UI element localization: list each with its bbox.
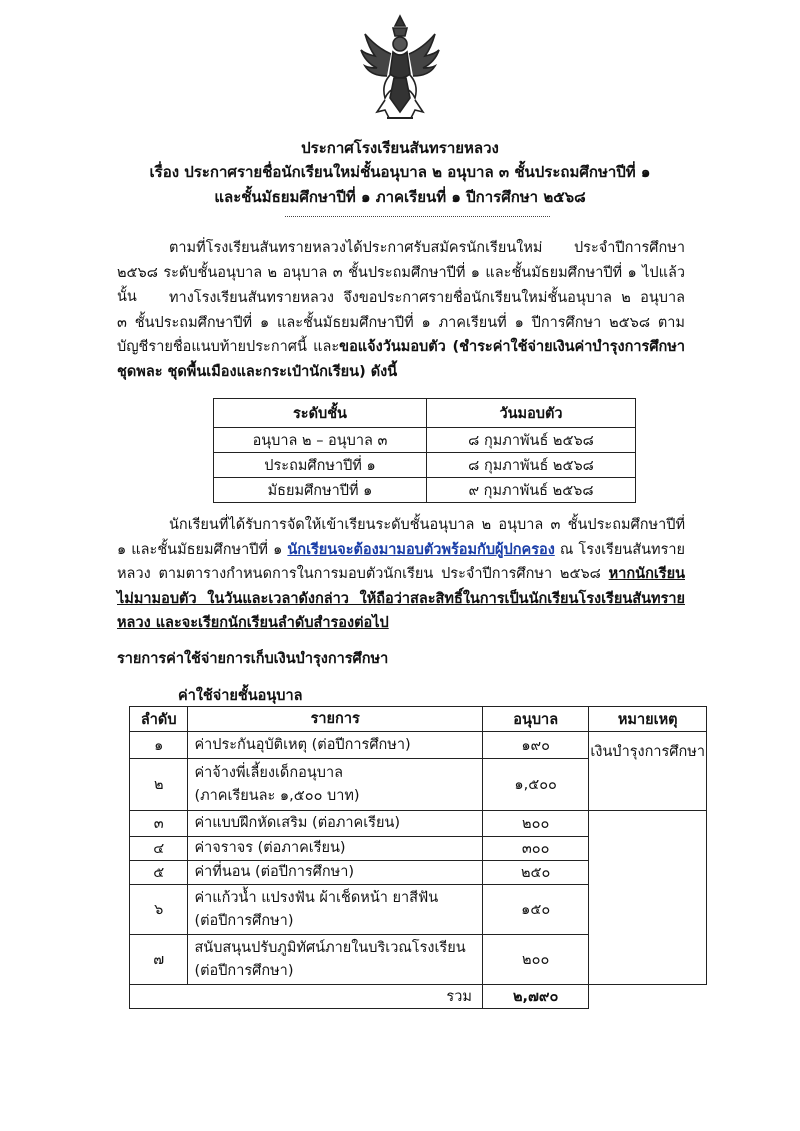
col-header-amount: อนุบาล [482,707,588,732]
row-item [188,885,482,935]
level-cell: มัธยมศึกษาปีที่ ๑ [214,478,427,503]
announcement-subject-line2: และชั้นมัธยมศึกษาปีที่ ๑ ภาคเรียนที่ ๑ ปีการศึกษา ๒๕๖๘ [214,188,586,206]
date-cell: ๘ กุมภาพันธ์ ๒๕๖๘ [427,453,636,478]
level-cell: ประถมศึกษาปีที่ ๑ [214,453,427,478]
row-amount: ๒๐๐ [482,935,588,985]
parent-required-notice: นักเรียนจะต้องมามอบตัวพร้อมกับผู้ปกครอง [287,541,555,558]
row-amount: ๑๕๐ [482,885,588,935]
row-number: ๕ [130,861,188,885]
row-number: ๖ [130,885,188,935]
announcement-subject: เรื่อง ประกาศรายชื่อนักเรียนใหม่ชั้นอนุบาล ๒ อนุบาล ๓ ชั้นประถมศึกษาปีที่ ๑ [149,163,651,181]
paragraph-2-text: ทางโรงเรียนสันทรายหลวง จึงขอประกาศรายชื่อนักเรียนใหม่ชั้นอนุบาล ๒ อนุบาล ๓ ชั้นประถมศึกษาปีที่ ๑ และชั้นมัธยมศึกษาปีที่ ๑ ภาคเรียนที่ ๑ ปีการศึกษา ๒๕๖๘ ตามบัญชีรายชื่อแนบท้ายประกาศนี้ และ [117,290,685,355]
level-cell: อนุบาล ๒ – อนุบาล ๓ [214,428,427,453]
row-item-line2: (ภาคเรียนละ ๑,๕๐๐ บาท) [194,787,360,804]
row-item [188,935,482,985]
paragraph-3 [117,513,685,636]
row-item: ค่าประกันอุบัติเหตุ (ต่อปีการศึกษา) [188,732,482,759]
table-row [130,811,707,837]
fee-note-cell: เงินบำรุงการศึกษา [589,732,707,811]
row-item-line1: ค่าจ้างพี่เลี้ยงเด็กอนุบาล [194,764,343,781]
table-header-row [214,399,636,428]
table-row [214,478,636,503]
fee-section-title: รายการค่าใช้จ่ายการเก็บเงินบำรุงการศึกษา [117,651,389,667]
total-amount: ๒,๗๙๐ [482,985,588,1009]
row-item: ค่าที่นอน (ต่อปีการศึกษา) [188,861,482,885]
row-item-line1: สนับสนุนปรับภูมิทัศน์ภายในบริเวณโรงเรียน [194,939,466,956]
table-header-row [130,707,707,732]
paragraph-3-text: นักเรียนที่ได้รับการจัดให้เข้าเรียนระดับชั้นอนุบาล ๒ อนุบาล ๓ ชั้นประถมศึกษาปีที่ ๑ และชั้นมัธยมศึกษาปีที่ ๑ [117,517,685,558]
table-row [214,428,636,453]
date-cell: ๙ กุมภาพันธ์ ๒๕๖๘ [427,478,636,503]
total-label: รวม [130,985,483,1009]
garuda-emblem-icon [357,12,443,126]
announcement-title: ประกาศโรงเรียนสันทรายหลวง [301,139,499,157]
row-item: ค่าจราจร (ต่อภาคเรียน) [188,837,482,861]
kindergarten-fee-title: ค่าใช้จ่ายชั้นอนุบาล [178,688,303,704]
row-number: ๒ [130,759,188,811]
col-header-level: ระดับชั้น [214,399,427,428]
row-item-line1: ค่าแก้วน้ำ แปรงฟัน ผ้าเช็ดหน้า ยาสีฟัน [194,889,439,906]
paragraph-2 [117,286,685,384]
col-header-date: วันมอบตัว [427,399,636,428]
row-number: ๑ [130,732,188,759]
total-empty-cell [589,985,707,1009]
row-amount: ๓๐๐ [482,837,588,861]
row-amount: ๒๐๐ [482,811,588,837]
paragraph-2-bold: ขอแจ้งวันมอบตัว (ชำระค่าใช้จ่ายเงินค่าบำรุงการศึกษา ชุดพละ ชุดพื้นเมืองและกระเป๋านักเรียน) ดังนี้ [117,339,686,380]
row-item-line2: (ต่อปีการศึกษา) [194,962,294,979]
paragraph-1: ตามที่โรงเรียนสันทรายหลวงได้ประกาศรับสมัครนักเรียนใหม่ ประจำปีการศึกษา ๒๕๖๘ ระดับชั้นอนุบาล ๒ อนุบาล ๓ ชั้นประถมศึกษาปีที่ ๑ และชั้นมัธยมศึกษาปีที่ ๑ ไปแล้วนั้น [117,240,685,305]
table-row [130,732,707,759]
date-cell: ๘ กุมภาพันธ์ ๒๕๖๘ [427,428,636,453]
table-row [214,453,636,478]
kindergarten-fee-table [129,706,707,1009]
row-amount: ๑๙๐ [482,732,588,759]
row-number: ๓ [130,811,188,837]
row-item [188,759,482,811]
row-number: ๔ [130,837,188,861]
empty-note-cell [589,811,707,985]
row-item-line2: (ต่อปีการศึกษา) [194,912,294,929]
forfeit-warning: หากนักเรียนไม่มามอบตัว ในวันและเวลาดังกล่าว ให้ถือว่าสละสิทธิ์ในการเป็นนักเรียนโรงเรียนสันทรายหลวง และจะเรียกนักเรียนลำดับสำรองต่อไป [117,566,685,631]
paragraph-3-text-2: ณ โรงเรียนสันทรายหลวง ตามตารางกำหนดการในการมอบตัวนักเรียน ประจำปีการศึกษา ๒๕๖๘ [117,541,685,582]
col-header-item: รายการ [188,707,482,732]
total-row [130,985,707,1009]
row-number: ๗ [130,935,188,985]
row-item: ค่าแบบฝึกหัดเสริม (ต่อภาคเรียน) [188,811,482,837]
row-amount: ๒๕๐ [482,861,588,885]
col-header-no: ลำดับ [130,707,188,732]
dotted-divider [285,208,550,217]
enrollment-date-table [213,398,636,503]
col-header-note: หมายเหตุ [589,707,707,732]
row-amount: ๑,๕๐๐ [482,759,588,811]
